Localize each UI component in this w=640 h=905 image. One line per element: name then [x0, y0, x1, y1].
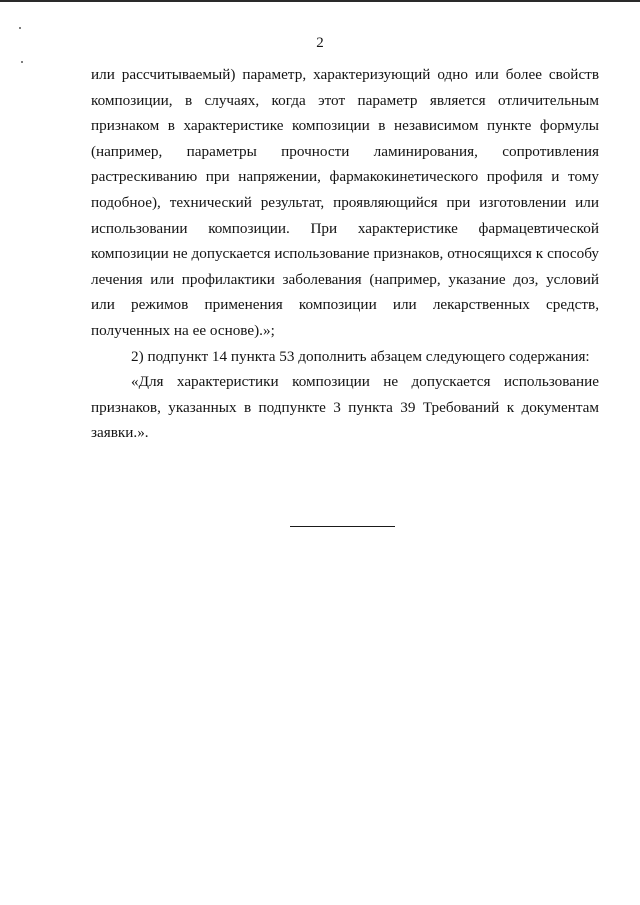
scan-speck	[21, 61, 23, 63]
document-body	[91, 62, 599, 446]
page-number: 2	[316, 35, 324, 51]
scan-speck	[19, 27, 21, 29]
paragraph-amendment-item: 2) подпункт 14 пункта 53 дополнить абзацем следующего содержания:	[131, 347, 590, 365]
end-separator-line	[290, 526, 395, 527]
paragraph-continuation: или рассчитываемый) параметр, характеризующий одно или более свойств композиции, в случаях, когда этот параметр является отличительным признаком в характеристике композиции в независимом пункте формулы (например, параметры прочности ламинирования, сопротивления растрескиванию при напряжении, фармакокинетического профиля и тому подобное), технический результат, проявляющийся при изготовлении или использовании композиции. При характеристике фармацевтической композиции не допускается использование признаков, относящихся к способу лечения или профилактики заболевания (например, указание доз, условий или режимов применения композиции или лекарственных средств, полученных на ее основе).»;	[91, 66, 599, 339]
page-top-edge	[0, 0, 640, 2]
paragraph-amendment-text: «Для характеристики композиции не допускается использование признаков, указанных в подпункте 3 пункта 39 Требований к документам заявки.».	[91, 373, 599, 442]
